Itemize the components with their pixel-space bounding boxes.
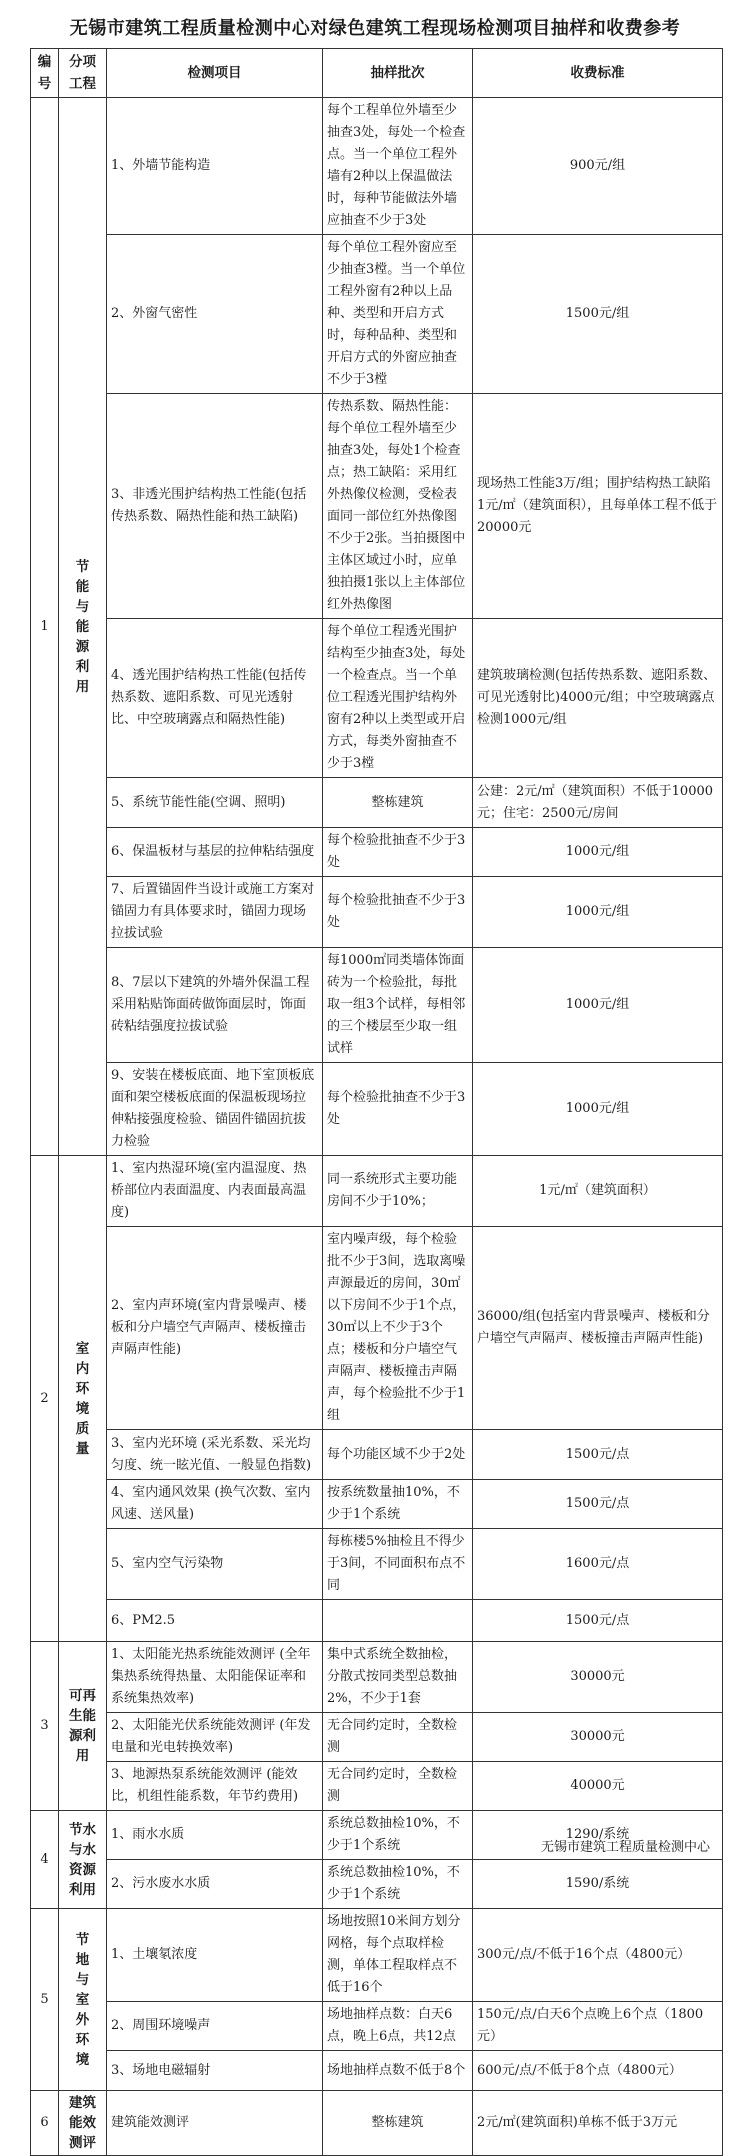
fee-standard: 建筑玻璃检测(包括传热系数、遮阳系数、可见光透射比)4000元/组；中空玻璃露点检测1000元/组 — [473, 619, 723, 778]
fee-standard: 600元/点/不低于8个点（4800元） — [473, 2051, 723, 2091]
document-title: 无锡市建筑工程质量检测中心对绿色建筑工程现场检测项目抽样和收费参考 — [69, 18, 681, 39]
group-number: 6 — [31, 2091, 59, 2156]
fee-standard: 公建：2元/㎡（建筑面积）不低于10000元；住宅：2500元/房间 — [473, 778, 723, 828]
fee-standard: 1500元/点 — [473, 1600, 723, 1642]
group-number: 5 — [31, 1909, 59, 2091]
table-row — [31, 619, 723, 778]
inspection-item: 6、PM2.5 — [107, 1600, 323, 1642]
inspection-item: 3、地源热泵系统能效测评 (能效比，机组性能系数，年节约费用) — [107, 1762, 323, 1811]
inspection-item: 2、周围环境噪声 — [107, 2002, 323, 2051]
inspection-item: 1、雨水水质 — [107, 1811, 323, 1860]
table-row — [31, 1227, 723, 1430]
sampling-batch: 无合同约定时，全数检测 — [323, 1713, 473, 1762]
group-category — [59, 1156, 107, 1642]
group-category — [59, 1642, 107, 1811]
table-row — [31, 1600, 723, 1642]
table-row — [31, 1860, 723, 1909]
inspection-item: 6、保温板材与基层的拉伸粘结强度 — [107, 828, 323, 877]
inspection-item: 1、室内热湿环境(室内温湿度、热桥部位内表面温度、内表面最高温度) — [107, 1156, 323, 1227]
fee-standard: 150元/点/白天6个点晚上6个点（1800元） — [473, 2002, 723, 2051]
sampling-batch: 每个单位工程透光围护结构至少抽查3处，每处一个检查点。当一个单位工程透光围护结构外窗有2种以上类型或开启方式，每类外窗抽查不少于3樘 — [323, 619, 473, 778]
table-row — [31, 2051, 723, 2091]
group-category-label: 室内环境质量 — [75, 1340, 90, 1457]
fee-standard: 1600元/点 — [473, 1529, 723, 1600]
inspection-item: 2、太阳能光伏系统能效测评 (年发电量和光电转换效率) — [107, 1713, 323, 1762]
fee-standard: 900元/组 — [473, 98, 723, 235]
table-row — [31, 1063, 723, 1156]
fee-standard: 1500元/点 — [473, 1480, 723, 1529]
sampling-batch — [323, 1600, 473, 1642]
fee-standard: 1500元/组 — [473, 235, 723, 394]
sampling-batch: 场地按照10米间方划分网格，每个点取样检测，单体工程取样点不低于16个 — [323, 1909, 473, 2002]
header-item: 检测项目 — [107, 49, 323, 98]
sampling-batch: 每个检验批抽查不少于3处 — [323, 828, 473, 877]
group-category-label: 节地与室外环境 — [75, 1931, 90, 2068]
sampling-batch: 按系统数量抽10%，不少于1个系统 — [323, 1480, 473, 1529]
header-fee: 收费标准 — [473, 49, 723, 98]
inspection-item: 3、室内光环境 (采光系数、采光均匀度、统一眩光值、一般显色指数) — [107, 1430, 323, 1480]
table-row — [31, 98, 723, 235]
sampling-batch: 系统总数抽检10%，不少于1个系统 — [323, 1811, 473, 1860]
header-sampling: 抽样批次 — [323, 49, 473, 98]
inspection-item: 9、安装在楼板底面、地下室顶板底面和架空楼板底面的保温板现场拉伸粘接强度检验、锚固件锚固抗拔力检验 — [107, 1063, 323, 1156]
group-category-label: 建筑能效测评 — [69, 2095, 96, 2151]
fee-standard: 36000/组(包括室内背景噪声、楼板和分户墙空气声隔声、楼板撞击声隔声性能) — [473, 1227, 723, 1430]
sampling-batch: 场地抽样点数不低于8个 — [323, 2051, 473, 2091]
sampling-batch: 系统总数抽检10%，不少于1个系统 — [323, 1860, 473, 1909]
table-row — [31, 778, 723, 828]
inspection-item: 2、污水废水水质 — [107, 1860, 323, 1909]
table-row — [31, 1430, 723, 1480]
inspection-item: 5、室内空气污染物 — [107, 1529, 323, 1600]
table-header-row — [31, 49, 723, 98]
inspection-item: 3、非透光围护结构热工性能(包括传热系数、隔热性能和热工缺陷) — [107, 394, 323, 619]
inspection-item: 7、后置锚固件当设计或施工方案对锚固力有具体要求时，锚固力现场拉拔试验 — [107, 877, 323, 948]
sampling-batch: 每栋楼5%抽检且不得少于3间，不同面积布点不同 — [323, 1529, 473, 1600]
table-row — [31, 1156, 723, 1227]
group-category-label: 节能与能源利用 — [75, 558, 90, 695]
inspection-item: 1、土壤氡浓度 — [107, 1909, 323, 2002]
fee-standard: 40000元 — [473, 1762, 723, 1811]
sampling-batch: 每个检验批抽查不少于3处 — [323, 1063, 473, 1156]
fee-standard: 1000元/组 — [473, 1063, 723, 1156]
group-category — [59, 1909, 107, 2091]
fee-standard: 现场热工性能3万/组；围护结构热工缺陷1元/㎡（建筑面积），且每单体工程不低于20000元 — [473, 394, 723, 619]
sampling-batch: 每1000㎡同类墙体饰面砖为一个检验批，每批取一组3个试样，每相邻的三个楼层至少取一组试样 — [323, 948, 473, 1063]
group-number: 1 — [31, 98, 59, 1156]
sampling-batch: 集中式系统全数抽检，分散式按同类型总数抽2%，不少于1套 — [323, 1642, 473, 1713]
sampling-batch: 同一系统形式主要功能房间不少于10%； — [323, 1156, 473, 1227]
group-number: 3 — [31, 1642, 59, 1811]
inspection-item: 4、室内通风效果 (换气次数、室内风速、送风量) — [107, 1480, 323, 1529]
fee-standard: 30000元 — [473, 1642, 723, 1713]
inspection-item: 8、7层以下建筑的外墙外保温工程采用粘贴饰面砖做饰面层时，饰面砖粘结强度拉拔试验 — [107, 948, 323, 1063]
table-row — [31, 1529, 723, 1600]
inspection-item: 2、室内声环境(室内背景噪声、楼板和分户墙空气声隔声、楼板撞击声隔声性能) — [107, 1227, 323, 1430]
table-row — [31, 2002, 723, 2051]
fee-standard: 1000元/组 — [473, 948, 723, 1063]
header-category: 分项工程 — [59, 49, 107, 98]
inspection-item: 5、系统节能性能(空调、照明) — [107, 778, 323, 828]
group-category — [59, 1811, 107, 1909]
table-row — [31, 1713, 723, 1762]
table-row — [31, 394, 723, 619]
inspection-item: 3、场地电磁辐射 — [107, 2051, 323, 2091]
sampling-batch: 每个检验批抽查不少于3处 — [323, 877, 473, 948]
table-row — [31, 2091, 723, 2156]
table-row — [31, 948, 723, 1063]
table-row — [31, 1642, 723, 1713]
sampling-batch: 整栋建筑 — [323, 778, 473, 828]
fee-standard: 1500元/点 — [473, 1430, 723, 1480]
fee-standard: 300元/点/不低于16个点（4800元） — [473, 1909, 723, 2002]
table-row — [31, 235, 723, 394]
group-category-label: 可再生能源利用 — [69, 1688, 96, 1764]
table-row — [31, 1909, 723, 2002]
fee-standard: 1元/㎡（建筑面积） — [473, 1156, 723, 1227]
header-no: 编号 — [31, 49, 59, 98]
fee-standard: 30000元 — [473, 1713, 723, 1762]
sampling-batch: 整栋建筑 — [323, 2091, 473, 2156]
table-row — [31, 1480, 723, 1529]
table-row — [31, 828, 723, 877]
group-category — [59, 98, 107, 1156]
fee-standard: 1290/系统 — [473, 1811, 723, 1860]
fee-standard: 2元/㎡(建筑面积)单栋不低于3万元 — [473, 2091, 723, 2156]
table-row — [31, 1762, 723, 1811]
inspection-item: 1、外墙节能构造 — [107, 98, 323, 235]
sampling-batch: 场地抽样点数：白天6点，晚上6点，共12点 — [323, 2002, 473, 2051]
inspection-item: 1、太阳能光热系统能效测评 (全年集热系统得热量、太阳能保证率和系统集热效率) — [107, 1642, 323, 1713]
fee-standard: 1000元/组 — [473, 828, 723, 877]
inspection-item: 建筑能效测评 — [107, 2091, 323, 2156]
inspection-item: 2、外窗气密性 — [107, 235, 323, 394]
group-number: 2 — [31, 1156, 59, 1642]
sampling-batch: 无合同约定时，全数检测 — [323, 1762, 473, 1811]
sampling-batch: 传热系数、隔热性能：每个单位工程外墙至少抽查3处，每处1个检查点；热工缺陷：采用红外热像仪检测，受检表面同一部位红外热像图不少于2张。当拍摄图中主体区域过小时，应单独拍摄1张以上主体部位红外热像图 — [323, 394, 473, 619]
fee-standard: 1000元/组 — [473, 877, 723, 948]
sampling-batch: 室内噪声级，每个检验批不少于3间，选取离噪声源最近的房间，30㎡以下房间不少于1个点，30㎡以上不少于3个点；楼板和分户墙空气声隔声、楼板撞击声隔声，每个检验批不少于1组 — [323, 1227, 473, 1430]
group-number: 4 — [31, 1811, 59, 1909]
table-row — [31, 877, 723, 948]
sampling-batch: 每个工程单位外墙至少抽查3处，每处一个检查点。当一个单位工程外墙有2种以上保温做法时，每种节能做法外墙应抽查不少于3处 — [323, 98, 473, 235]
sampling-batch: 每个单位工程外窗应至少抽查3樘。当一个单位工程外窗有2种以上品种、类型和开启方式时，每种品种、类型和开启方式的外窗应抽查不少于3樘 — [323, 235, 473, 394]
group-category — [59, 2091, 107, 2156]
group-category-label: 节水与水资源利用 — [69, 1821, 96, 1898]
fee-standard: 1590/系统 — [473, 1860, 723, 1909]
footer-organization: 无锡市建筑工程质量检测中心 — [540, 1840, 710, 1855]
inspection-item: 4、透光围护结构热工性能(包括传热系数、遮阳系数、可见光透射比、中空玻璃露点和隔热性能) — [107, 619, 323, 778]
sampling-batch: 每个功能区域不少于2处 — [323, 1430, 473, 1480]
